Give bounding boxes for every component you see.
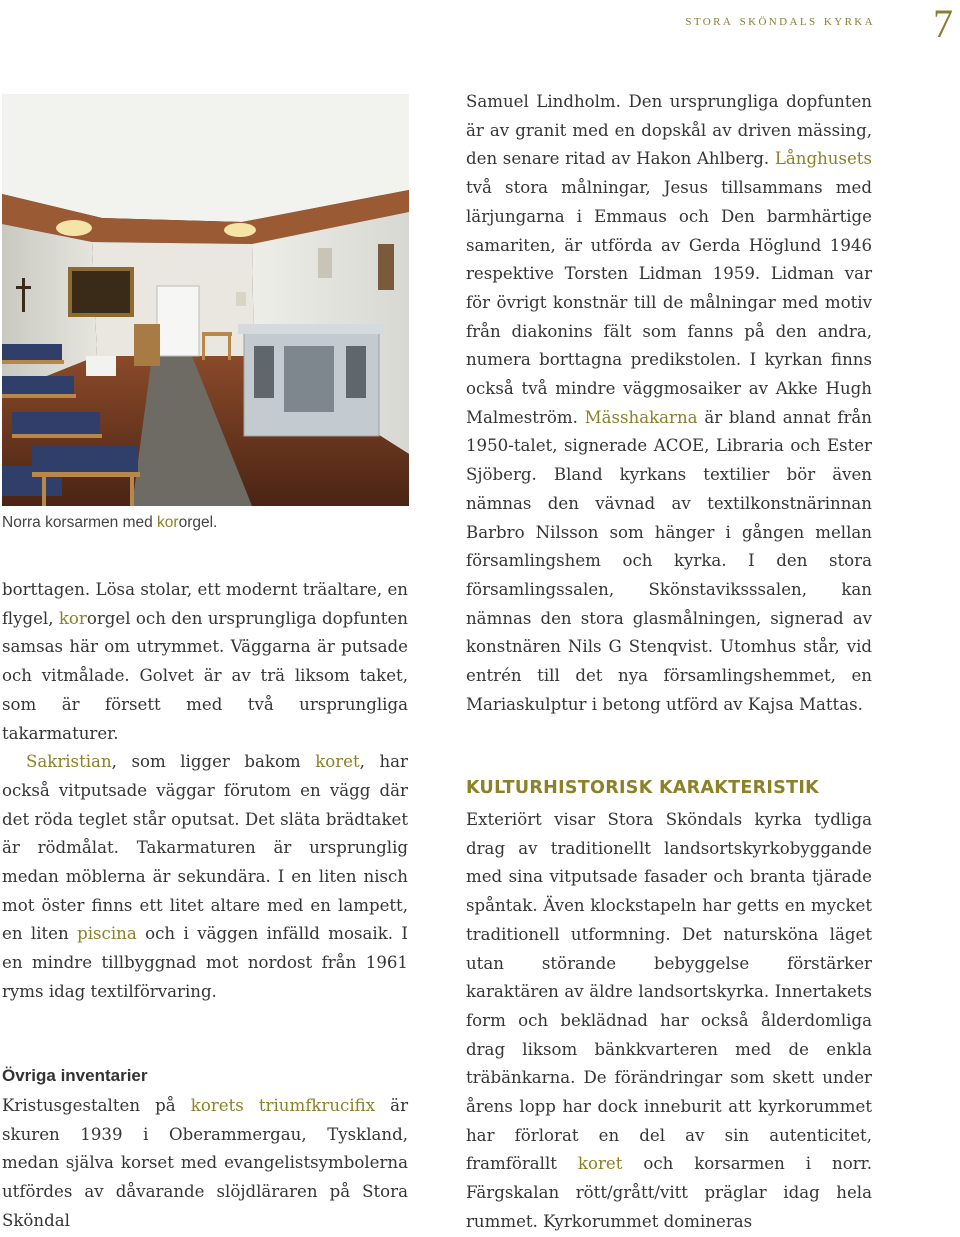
paragraph: Kristusgestalten på korets triumfkrucifix är skuren 1939 i Oberammergau, Tyskland, medan själva korset med evangelistsymbolerna utfördes av dåvarande slöjdläraren på Stora Sköndal: [2, 1096, 409, 1230]
page-number: 7: [933, 1, 953, 46]
figure-caption: Norra korsarmen med kororgel.: [2, 514, 218, 531]
section-heading-ovriga-inventarier: Övriga inventarier: [2, 1066, 148, 1085]
right-column-text-continued: [466, 806, 872, 1237]
section-heading-kulturhistorisk: KULTURHISTORISK KARAKTERISTIK: [466, 778, 820, 798]
paragraph: Exteriört visar Stora Sköndals kyrka tydliga drag av traditionellt landsortskyrkobyggande med sina vitputsade fasader och branta tjärade spåntak. Även klockstapeln har getts en mycket traditionell utformning. Det natursköna läget utan störande bebyggelse förstärker karaktären av äldre landsortskyrka. Innertakets form och beklädnad har också ålderdomliga drag liksom bänkkvarteren med de enkla träbänkarna. De förändringar som skett under årens lopp har dock inneburit att kyrkorummet har förlorat en del av sin autenticitet, framförallt koret och korsarmen i norr. Färgskalan rött/grått/vitt präglar idag hela rummet. Kyrkorummet domineras: [466, 810, 873, 1231]
paragraph: borttagen. Lösa stolar, ett modernt träaltare, en flygel, kororgel och den ursprungliga dopfunten samsas här om utrymmet. Väggarna är putsade och vitmålade. Golvet är av trä liksom taket, som är försett med två ursprungliga takarmaturer.: [2, 580, 408, 743]
paragraph: Samuel Lindholm. Den ursprungliga dopfunten är av granit med en dopskål av driven mässing, den senare ritad av Hakon Ahlberg. Långhusets två stora målningar, Jesus tillsammans med lärjungarna i Emmaus och Den barmhärtige samariten, är utförda av Gerda Höglund 1946 respektive Torsten Lidman 1959. Lidman var för övrigt konstnär till de målningar med motiv från diakonins fält som fanns på den andra, numera borttagna predikstolen. I kyrkan finns också två mindre väggmosaiker av Akke Hugh Malmeström. Mässhakarna är bland annat från 1950-talet, signerade ACOE, Libraria och Ester Sjöberg. Bland kyrkans textilier bör även nämnas den vävnad av textilkonstnärinnan Barbro Nilsson som hänger i gången mellan församlingshem och kyrka. I den stora församlingssalen, Skönstaviksssalen, kan nämnas den stora glasmålningen, signerad av konstnären Nils G Stenqvist. Utomhus står, vid entrén till det nya församlingshemmet, en Mariaskulptur i betong utförd av Kajsa Mattas.: [466, 92, 872, 714]
church-interior-photo: [2, 94, 409, 506]
paragraph: Sakristian, som ligger bakom koret, har också vitputsade väggar förutom en vägg där det röda teglet står oputsat. Det släta brädtaket är rödmålat. Takarmaturen är ursprunglig medan möblerna är sekundära. I en liten nisch mot öster finns ett litet altare med en lampett, en liten piscina och i väggen infälld mosaik. I en mindre tillbyggnad mot nordost från 1961 ryms idag textilförvaring.: [2, 752, 408, 1001]
right-column-text: [466, 88, 872, 719]
left-column-text: [2, 576, 408, 1007]
left-column-text-continued: [2, 1092, 408, 1236]
running-title: stora sköndals kyrka: [685, 12, 875, 29]
